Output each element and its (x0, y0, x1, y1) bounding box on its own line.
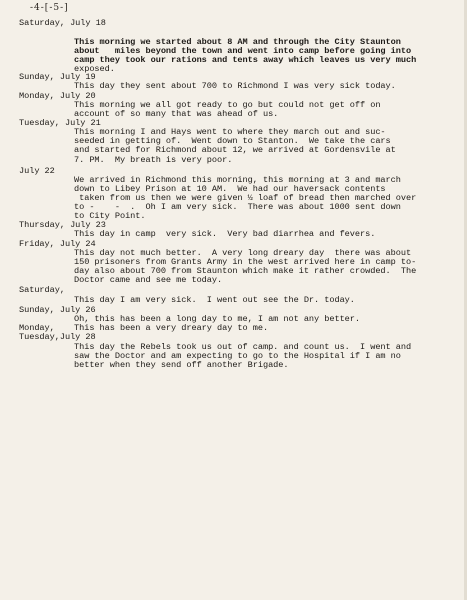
entry-text-line: Oh, this has been a long day to me, I am not any better. (74, 314, 360, 324)
entry-text-line: seeded in getting of. Went down to Stanton. We take the cars (74, 136, 391, 146)
page-number: -4-[-5-] (30, 3, 69, 13)
entry-text-line: This day in camp very sick. Very bad diarrhea and fevers. (74, 229, 376, 239)
entry-text-line: This morning I and Hays went to where they march out and suc- (74, 127, 386, 137)
entry-text-line: taken from us then we were given ½ loaf of bread then marched over (74, 193, 417, 203)
entry-text-line: This morning we all got ready to go but could not get off on (74, 100, 381, 110)
entry-text-line: This day the Rebels took us out of camp. and count us. I went and (74, 342, 412, 352)
entry-date: Saturday, July 18 (19, 18, 106, 28)
entry-text-line: down to Libey Prison at 10 AM. We had our haversack contents (74, 184, 386, 194)
entry-text-line: This day I am very sick. I went out see the Dr. today. (74, 295, 355, 305)
entry-text-line: day also about 700 from Staunton which make it rather crowded. The (74, 266, 417, 276)
entry-date: Monday, July 20 (19, 91, 96, 101)
entry-text-line: and started for Richmond about 12, we arrived at Gordensvile at (74, 145, 396, 155)
entry-text-line: Doctor came and see me today. (74, 275, 223, 285)
entry-date: Tuesday,July 28 (19, 332, 96, 342)
entry-text-line: This day they sent about 700 to Richmond I was very sick today. (74, 81, 396, 91)
entry-date: Friday, July 24 (19, 239, 96, 249)
entry-text-line: saw the Doctor and am expecting to go to the Hospital if I am no (74, 351, 401, 361)
entry-text-line: better when they send off another Brigade. (74, 360, 289, 370)
entry-date: Sunday, July 19 (19, 72, 96, 82)
entry-date: Tuesday, July 21 (19, 118, 101, 128)
entry-text-line: We arrived in Richmond this morning, this morning at 3 and march (74, 175, 401, 185)
entry-text-line: This morning we started about 8 AM and through the City Staunton (74, 37, 401, 47)
entry-text-line: This has been a very dreary day to me. (74, 323, 269, 333)
entry-text-line: camp they took our rations and tents away which leaves us very much (74, 55, 417, 65)
entry-date: July 22 (19, 166, 55, 176)
entry-text-line: This day not much better. A very long dreary day there was about (74, 248, 412, 258)
entry-text-line: to - - . Oh I am very sick. There was about 1000 sent down (74, 202, 401, 212)
entry-date: Saturday, (19, 285, 65, 295)
entry-text-line: 7. PM. My breath is very poor. (74, 155, 233, 165)
entry-text-line: to City Point. (74, 211, 146, 221)
entry-date: Monday, (19, 323, 55, 333)
entry-text-line: account of so many that was ahead of us. (74, 109, 279, 119)
entry-text-line: 150 prisoners from Grants Army in the west arrived here in camp to- (74, 257, 417, 267)
entry-date: Thursday, July 23 (19, 220, 106, 230)
entry-date: Sunday, July 26 (19, 305, 96, 315)
entry-text-line: exposed. (74, 64, 115, 74)
entry-text-line: about miles beyond the town and went into camp before going into (74, 46, 412, 56)
